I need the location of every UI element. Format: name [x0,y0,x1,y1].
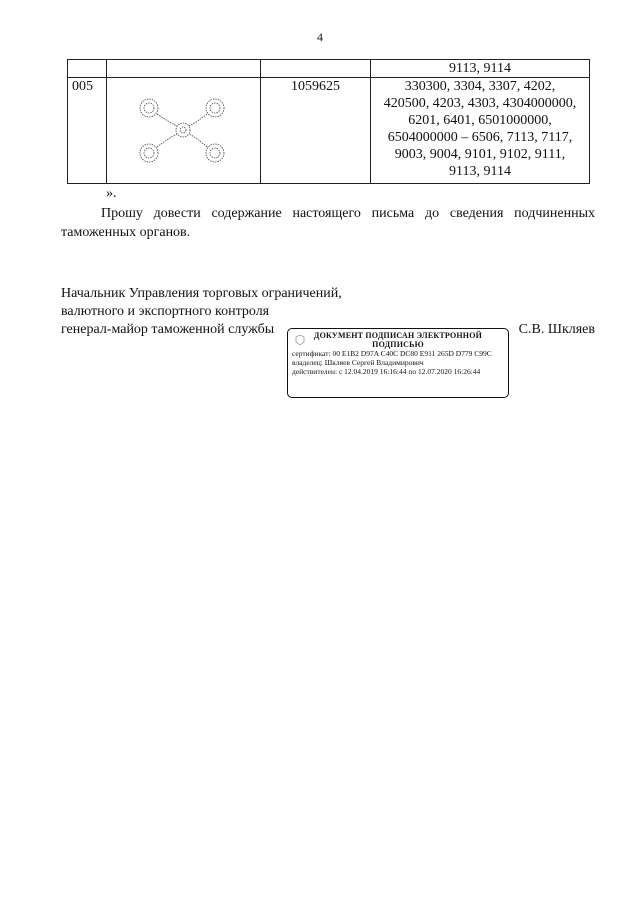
codes-line: 330300, 3304, 3307, 4202, [404,79,556,94]
table-row [68,60,590,78]
emblem-icon [294,335,306,345]
codes-line: 9113, 9114 [449,164,511,179]
codes-line: 6201, 6401, 6501000000, [408,113,552,128]
trademark-image-cell [107,78,261,184]
codes-line: 9003, 9004, 9101, 9102, 9111, [394,147,566,162]
signer-title-line-2: валютного и экспортного контроля [61,304,270,319]
codes-line: 420500, 4203, 4303, 4304000000, [383,96,577,111]
signer-title-line-1: Начальник Управления торговых ограничений, [61,286,342,301]
stamp-validity: действителен: с 12.04.2019 16:16:44 по 12.07.2020 16:26:44 [292,367,481,376]
electronic-signature-stamp [287,328,509,398]
prev-row-codes: 9113, 9114 [371,60,590,78]
stamp-title: ДОКУМЕНТ ПОДПИСАН ЭЛЕКТРОННОЙ ПОДПИСЬЮ [313,331,483,349]
stamp-owner: владелец: Шкляев Сергей Владимирович [292,358,424,367]
page-number: 4 [317,30,323,44]
tnved-codes [371,78,590,184]
codes-table [67,59,590,184]
row-number: 005 [68,78,107,184]
table-row [68,78,590,184]
closing-quote: ». [106,186,117,201]
codes-line: 6504000000 – 6506, 7113, 7117, [387,130,573,145]
stamp-certificate: сертификат: 00 E1B2 D97A C40C DC80 E911 265D D779 C99C [292,349,492,358]
registration-number: 1059625 [261,78,371,184]
signer-name: С.В. Шкляев [518,322,595,337]
body-paragraph: Прошу довести содержание настоящего письма до сведения подчиненных таможенных органов. [61,206,595,240]
trademark-logo-image [111,78,251,178]
signer-title-line-3: генерал-майор таможенной службы [61,322,275,337]
